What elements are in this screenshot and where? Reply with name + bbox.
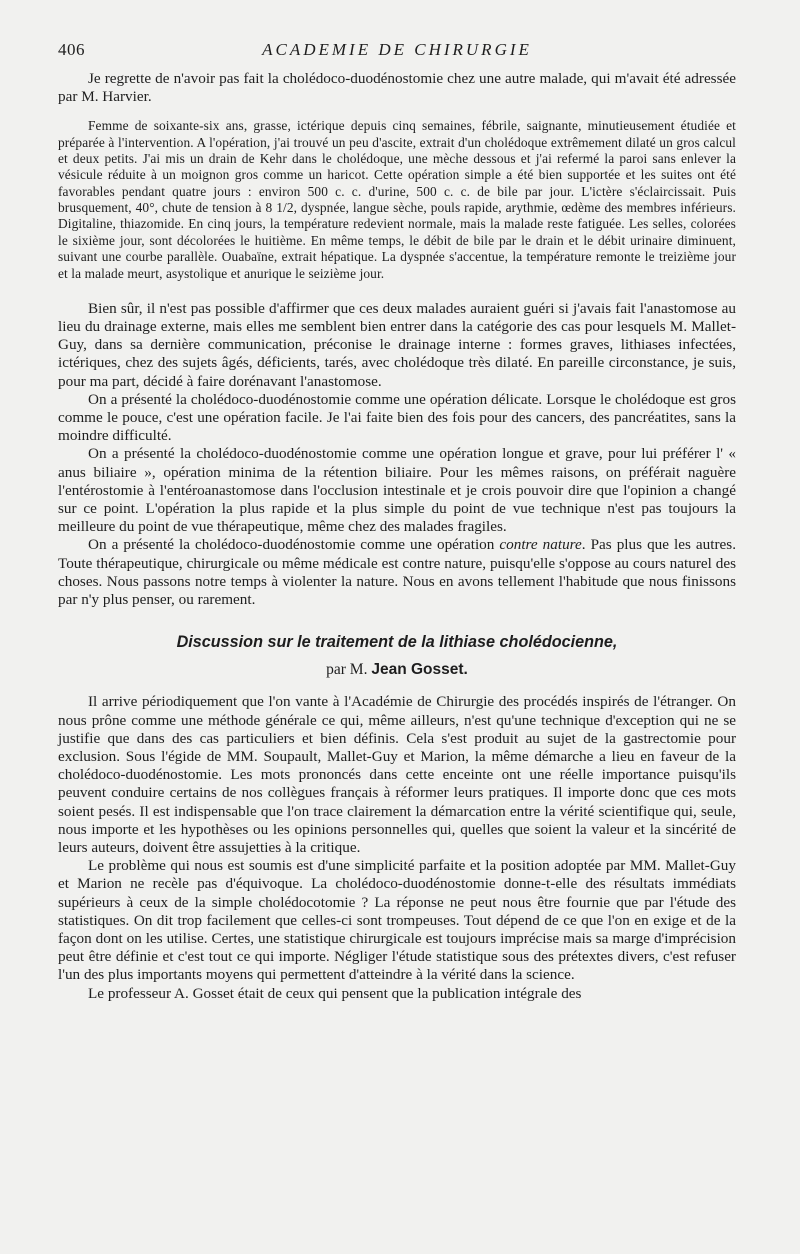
paragraph-delicate: On a présenté la cholédoco-duodénostomie comme une opération délicate. Lorsque le cholédoque est gros comme le pouce, c'est une opération facile. Je l'ai faite bien des fois pour des cancers, des pancréatites, sans la moindre difficulté. — [58, 390, 736, 445]
page-number: 406 — [58, 40, 85, 59]
article-body — [58, 70, 736, 1003]
page-header — [58, 40, 736, 64]
paragraph-longue-grave: On a présenté la cholédoco-duodénostomie comme une opération longue et grave, pour lui préférer l' « anus biliaire », opération minima de la rétention biliaire. Pour les mêmes raisons, on préférait naguère l'entérostomie à l'entéroanastomose dans l'occlusion intestinale et je crois pouvoir dire que l'opinion a changé sur ce point. L'opération la plus rapide et la plus simple du point de vue technique n'est pas toujours la meilleure du point de vue thérapeutique, même chez des malades fragiles. — [58, 445, 736, 536]
case-report: Femme de soixante-six ans, grasse, ictérique depuis cinq semaines, fébrile, saignante, minutieusement étudiée et préparée à l'intervention. A l'opération, j'ai trouvé un peu d'ascite, extrait d'un cholédoque extrêmement dilaté un gros calcul et deux petits. J'ai mis un drain de Kehr dans le cholédoque, une mèche dessous et j'ai refermé la paroi sans enlever la vésicule réduite à un moignon gros comme un haricot. Cette opération simple a été bien supportée et les suites ont été favorables pendant quatre jours : environ 500 c. c. d'urine, 500 c. c. de bile par jour. L'ictère s'éclaircissait. Puis brusquement, 40°, chute de tension à 8 1/2, dyspnée, langue sèche, pouls rapide, arythmie, œdème des membres inférieurs. Digitaline, thiazomide. En cinq jours, la température redevient normale, mais la malade reste fatiguée. Les selles, colorées le sixième jour, sont décolorées le huitième. En même temps, le débit de bile par le drain et le débit urinaire diminuent, suivant une courbe parallèle. Ouabaïne, extrait hépatique. La dyspnée s'accentue, la température remonte le treizième jour et la malade meurt, asystolique et anurique le seizième jour. — [58, 118, 736, 281]
paragraph-intro: Je regrette de n'avoir pas fait la cholédoco-duodénostomie chez une autre malade, qui m'avait été adressée par M. Harvier. — [58, 70, 736, 106]
author-prefix: par M. — [326, 661, 368, 679]
author-name: Jean Gosset. — [371, 661, 468, 679]
contre-nature-text-1: On a présenté la cholédoco-duodénostomie comme une opération — [88, 536, 500, 554]
section-title: Discussion sur le traitement de la lithiase cholédocienne, — [176, 633, 618, 652]
paragraph-anastomose: Bien sûr, il n'est pas possible d'affirmer que ces deux malades auraient guéri si j'avais fait l'anastomose au lieu du drainage externe, mais elles me semblent bien entrer dans la catégorie des cas pour lesquels M. Mallet-Guy, dans sa dernière communication, préconise le drainage interne : formes graves, lithiases infectées, ictériques, chez des sujets âgés, déficients, tarés, avec cholédoque très dilaté. En pareille circonstance, je suis, pour ma part, décidé à faire dorénavant l'anastomose. — [58, 299, 736, 390]
discussion-paragraph-3: Le professeur A. Gosset était de ceux qui pensent que la publication intégrale des — [88, 984, 582, 1002]
discussion-paragraph-1: Il arrive périodiquement que l'on vante à l'Académie de Chirurgie des procédés inspirés de l'étranger. On nous prône comme une méthode générale ce qui, même ailleurs, n'est qu'une technique d'exception qui ne se justifie que dans des cas particuliers et bien définis. Cela s'est produit au sujet de la gastrectomie pour exclusion. Sous l'égide de MM. Soupault, Mallet-Guy et Marion, la même démarche a lieu en faveur de la cholédoco-duodénostomie. Les mots prononcés dans cette enceinte ont une réelle importance puisqu'ils peuvent conduire certains de nos collègues français à réformer leurs pratiques. Il importe donc que ces mots soient pesés. Il est indispensable que l'on trace clairement la démarcation entre la vérité scientifique qui, seule, nous importe et les hypothèses ou les opinions personnelles qui, quelles que soient la valeur et la sincérité de leurs auteurs, doivent être assujetties à la critique. — [58, 693, 736, 856]
running-head: ACADEMIE DE CHIRURGIE — [262, 40, 532, 59]
discussion-paragraph-2: Le problème qui nous est soumis est d'une simplicité parfaite et la position adoptée par MM. Mallet-Guy et Marion ne recèle pas d'équivoque. La cholédoco-duodénostomie donne-t-elle des résultats immédiats supérieurs à ceux de la simple cholédocotomie ? La réponse ne peut nous être fournie que par l'étude des statistiques. On dit trop facilement que celles-ci sont trompeuses. Tout dépend de ce que l'on en exige et de la façon dont on les utilise. Certes, une statistique chirurgicale est toujours imprécise mais sa marge d'imprécision peut être définie et c'est tout ce qui importe. Négliger l'étude statistique sous des prétextes divers, c'est refuser l'un des plus importants moyens qui permettent d'atteindre à la vérité dans la science. — [58, 857, 736, 984]
author-line — [58, 659, 736, 681]
contre-nature-text-2: . Pas plus que les autres. Toute thérapeutique, chirurgicale ou même médicale est contre nature, puisqu'elle s'oppose au cours naturel des choses. Nous passons notre temps à violenter la nature. Nous en avons tellement l'habitude que nous finissons par n'y plus penser, ou rarement. — [58, 536, 736, 609]
contre-nature-emphasis: contre nature — [499, 536, 582, 554]
paragraph-contre-nature — [58, 536, 736, 609]
